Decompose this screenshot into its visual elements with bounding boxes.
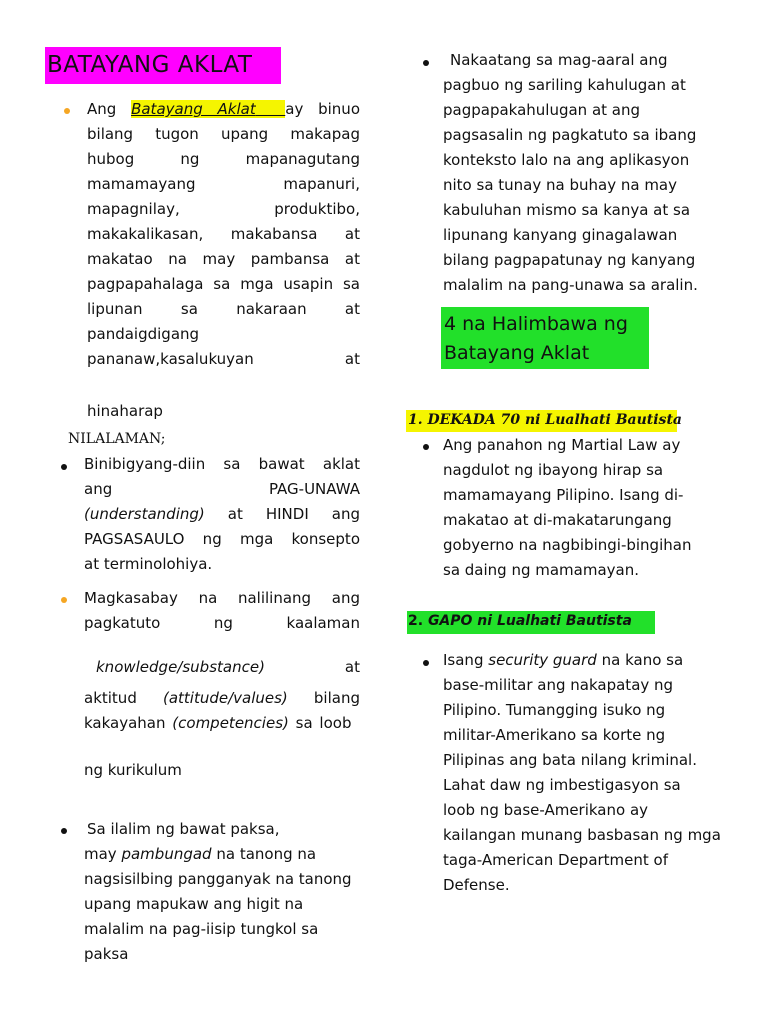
text-span: na tanong na bbox=[216, 845, 317, 863]
text-line: Lahat daw ng imbestigasyon sa bbox=[443, 776, 681, 794]
text-line: mamamayang mapanuri, bbox=[87, 175, 360, 193]
text-line: Nakaatang sa mag-aaral ang bbox=[450, 51, 668, 69]
text-line: Binibigyang-diin sa bawat aklat bbox=[84, 455, 360, 473]
text-line: ang PAG-UNAWA bbox=[84, 480, 360, 498]
text-span: sa loob bbox=[295, 714, 352, 732]
text-line: makakalikasan, makabansa at bbox=[87, 225, 360, 243]
bullet-icon bbox=[64, 108, 70, 114]
text-span: aktitud bbox=[84, 689, 137, 707]
paragraph-magkasabay-cont bbox=[84, 686, 360, 736]
paragraph-dekada-70 bbox=[443, 433, 743, 583]
text-line: makatao at di-makatarungang bbox=[443, 511, 672, 529]
heading-line: 4 na Halimbawa ng bbox=[444, 313, 628, 335]
paragraph-pag-unawa bbox=[84, 452, 360, 577]
text-span: knowledge/substance) bbox=[96, 658, 265, 676]
text-line: Sa ilalim ng bawat paksa, bbox=[87, 820, 280, 838]
text-span: security guard bbox=[488, 651, 597, 669]
text-span: kakayahan bbox=[84, 714, 166, 732]
text-line: hubog ng mapanagutang bbox=[87, 150, 360, 168]
text-span: GAPO ni Lualhati Bautista bbox=[427, 613, 632, 629]
paragraph-batayang-aklat bbox=[87, 97, 360, 372]
paragraph-gapo bbox=[443, 648, 743, 898]
text-line: base-militar ang nakapatay ng bbox=[443, 676, 674, 694]
text-span: (competencies) bbox=[172, 714, 289, 732]
text-line: loob ng base-Amerikano ay bbox=[443, 801, 649, 819]
bullet-icon bbox=[61, 828, 67, 834]
text-span: at bbox=[344, 658, 360, 676]
text-line: Pilipino. Tumangging isuko ng bbox=[443, 701, 666, 719]
text-span: 2. bbox=[408, 613, 424, 629]
text-span: at HINDI ang bbox=[227, 505, 360, 523]
book-title-gapo bbox=[407, 611, 655, 634]
text-line: malalim na pag-iisip tungkol sa bbox=[84, 920, 319, 938]
text-line: pananaw,kasalukuyan at bbox=[87, 350, 360, 368]
text-line: malalim na pang-unawa sa aralin. bbox=[443, 276, 698, 294]
paragraph-pambungad bbox=[84, 817, 364, 967]
bullet-icon bbox=[61, 464, 67, 470]
text-line: ng kurikulum bbox=[84, 761, 182, 779]
text-line: Magkasabay na nalilinang ang bbox=[84, 589, 360, 607]
text-line: pagpapakahulugan at ang bbox=[443, 101, 641, 119]
text-line: gobyerno na nagbibingi-bingihan bbox=[443, 536, 692, 554]
text-span: pambungad bbox=[121, 845, 212, 863]
text-line: Ang panahon ng Martial Law ay bbox=[443, 436, 681, 454]
text-line bbox=[84, 842, 364, 867]
text-line bbox=[84, 711, 360, 736]
highlighted-term: Batayang Aklat bbox=[131, 100, 256, 118]
text-line: pagbuo ng sariling kahulugan at bbox=[443, 76, 686, 94]
text-line bbox=[84, 502, 360, 527]
text-span: may bbox=[84, 845, 117, 863]
bullet-icon bbox=[423, 660, 429, 666]
text-span: Isang bbox=[443, 651, 484, 669]
text-line bbox=[96, 655, 360, 680]
heading-line: Batayang Aklat bbox=[444, 342, 590, 364]
text-line: makatao na may pambansa at bbox=[87, 250, 360, 268]
text-line: nito sa tunay na buhay na may bbox=[443, 176, 677, 194]
text-line: pandaigdigang bbox=[87, 325, 200, 343]
text-line: pagsasalin ng pagkatuto sa ibang bbox=[443, 126, 697, 144]
text-line: lipunan sa nakaraan at bbox=[87, 300, 360, 318]
text-line: sa daing ng mamamayan. bbox=[443, 561, 640, 579]
section-label-nilalaman: NILALAMAN; bbox=[68, 431, 166, 447]
text-line: PAGSASAULO ng mga konsepto bbox=[84, 530, 360, 548]
text-line: kabuluhan mismo sa kanya at sa bbox=[443, 201, 691, 219]
text-line bbox=[87, 97, 360, 122]
bullet-icon bbox=[61, 597, 67, 603]
paragraph-nakaatang bbox=[443, 48, 743, 298]
paragraph-magkasabay bbox=[84, 586, 360, 636]
text-line bbox=[84, 686, 360, 711]
text-line: paksa bbox=[84, 945, 129, 963]
text-span: bilang bbox=[313, 689, 360, 707]
text-line: upang mapukaw ang higit na bbox=[84, 895, 304, 913]
section-heading-halimbawa bbox=[441, 307, 649, 369]
text-line: konteksto lalo na ang aplikasyon bbox=[443, 151, 690, 169]
text-line: mapagnilay, produktibo, bbox=[87, 200, 360, 218]
text-line: bilang pagpapatunay ng kanyang bbox=[443, 251, 696, 269]
text-span: (understanding) bbox=[84, 505, 205, 523]
text-line: pagpapahalaga sa mga usapin sa bbox=[87, 275, 360, 293]
text-line: nagdulot ng ibayong hirap sa bbox=[443, 461, 664, 479]
text-span: ay binuo bbox=[285, 100, 360, 118]
text-line: taga-American Department of bbox=[443, 851, 669, 869]
text-line: pagkatuto ng kaalaman bbox=[84, 614, 360, 632]
text-line: hinaharap bbox=[87, 402, 163, 420]
text-line bbox=[443, 648, 743, 673]
text-line: Pilipinas ang bata nilang kriminal. bbox=[443, 751, 697, 769]
bullet-icon bbox=[423, 60, 429, 66]
book-title-dekada-70: 1. DEKADA 70 ni Lualhati Bautista bbox=[406, 410, 677, 432]
text-line: Defense. bbox=[443, 876, 510, 894]
text-span: (attitude/values) bbox=[162, 689, 288, 707]
text-line: mamamayang Pilipino. Isang di- bbox=[443, 486, 684, 504]
text-line: kailangan munang basbasan ng mga bbox=[443, 826, 721, 844]
text-span: na kano sa bbox=[601, 651, 684, 669]
bullet-icon bbox=[423, 444, 429, 450]
text-line: militar-Amerikano sa korte ng bbox=[443, 726, 666, 744]
document-title: BATAYANG AKLAT bbox=[45, 47, 281, 84]
text-line: lipunang kanyang ginagalawan bbox=[443, 226, 678, 244]
text-line: bilang tugon upang makapag bbox=[87, 125, 360, 143]
text-line: nagsisilbing pangganyak na tanong bbox=[84, 870, 352, 888]
text-line: at terminolohiya. bbox=[84, 555, 213, 573]
text-span: Ang bbox=[87, 100, 117, 118]
